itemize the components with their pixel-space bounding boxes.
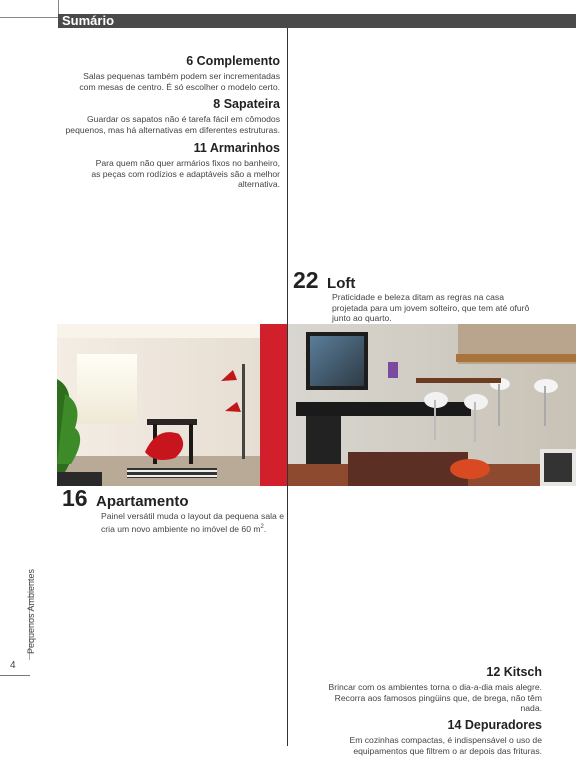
page-number-rule xyxy=(0,675,30,676)
entry-title: 11 Armarinhos xyxy=(193,141,280,155)
entry-title: 8 Sapateira xyxy=(213,97,280,111)
entry-text-line: Para quem não quer armários fixos no banheiro, xyxy=(95,158,280,168)
entry-text xyxy=(302,735,542,756)
feature-text-line: Praticidade e beleza ditam as regras na casa xyxy=(332,292,504,302)
feature-apartamento xyxy=(62,486,189,511)
entry-kitsch xyxy=(302,665,542,714)
feature-title: Apartamento xyxy=(96,493,189,510)
entry-text-line: Brincar com os ambientes torna o dia-a-dia mais alegre. xyxy=(328,682,542,692)
feature-text-fragment: . xyxy=(263,523,267,534)
entry-text-line: Em cozinhas compactas, é indispensável o uso de xyxy=(349,735,542,745)
feature-text-line: Painel versátil muda o layout da pequena sala e xyxy=(101,511,284,521)
entry-text-line: Salas pequenas também podem ser incrementadas xyxy=(83,71,280,81)
entry-armarinhos xyxy=(40,141,280,190)
loft-photo-image xyxy=(288,324,576,486)
header-bar xyxy=(58,14,576,28)
entry-text-line: as peças com rodízios e adaptáveis são a melhor xyxy=(91,168,280,179)
feature-text-line: junto ao quarto. xyxy=(332,313,392,323)
entry-complemento xyxy=(40,54,280,92)
apartment-photo-image xyxy=(57,324,287,486)
corner-mark-horizontal xyxy=(0,17,58,18)
entry-text-line: pequenos, mas há alternativas em diferentes estruturas. xyxy=(65,124,280,135)
feature-apartamento-text xyxy=(101,511,291,534)
entry-text xyxy=(40,114,280,135)
entry-text-line: nada. xyxy=(520,703,542,713)
feature-loft xyxy=(293,268,355,293)
entry-sapateira xyxy=(40,97,280,135)
feature-number: 16 xyxy=(62,485,88,511)
entry-text xyxy=(40,71,280,92)
entry-text-line: Recorra aos famosos pingüins que, de brega, não têm xyxy=(334,692,542,703)
entry-title: 6 Complemento xyxy=(186,54,280,68)
entry-text xyxy=(302,682,542,714)
section-label: Pequenos Ambientes xyxy=(26,568,36,654)
feature-number: 22 xyxy=(293,267,319,293)
page-title: Sumário xyxy=(62,13,115,28)
page-number: 4 xyxy=(10,660,16,671)
entry-text xyxy=(40,158,280,190)
entry-depuradores xyxy=(302,718,542,756)
entry-text-line: Guardar os sapatos não é tarefa fácil em cômodos xyxy=(87,114,280,124)
entry-title: 12 Kitsch xyxy=(486,665,542,679)
loft-photo xyxy=(288,324,576,486)
entry-title: 14 Depuradores xyxy=(447,718,542,732)
feature-text-fragment: cria um novo ambiente no imóvel de 60 m xyxy=(101,523,261,534)
superscript: 2 xyxy=(260,523,264,530)
entry-text-line: alternativa. xyxy=(237,179,280,189)
feature-text-line: projetada para um jovem solteiro, que tem até ofurô xyxy=(332,302,530,313)
entry-text-line: equipamentos que filtrem o ar depois das frituras. xyxy=(353,745,542,756)
entry-text-line: com mesas de centro. É só escolher o modelo certo. xyxy=(79,81,280,92)
feature-title: Loft xyxy=(327,275,356,292)
feature-text-line xyxy=(101,522,291,534)
feature-loft-text xyxy=(332,292,572,324)
apartment-photo xyxy=(57,324,287,486)
